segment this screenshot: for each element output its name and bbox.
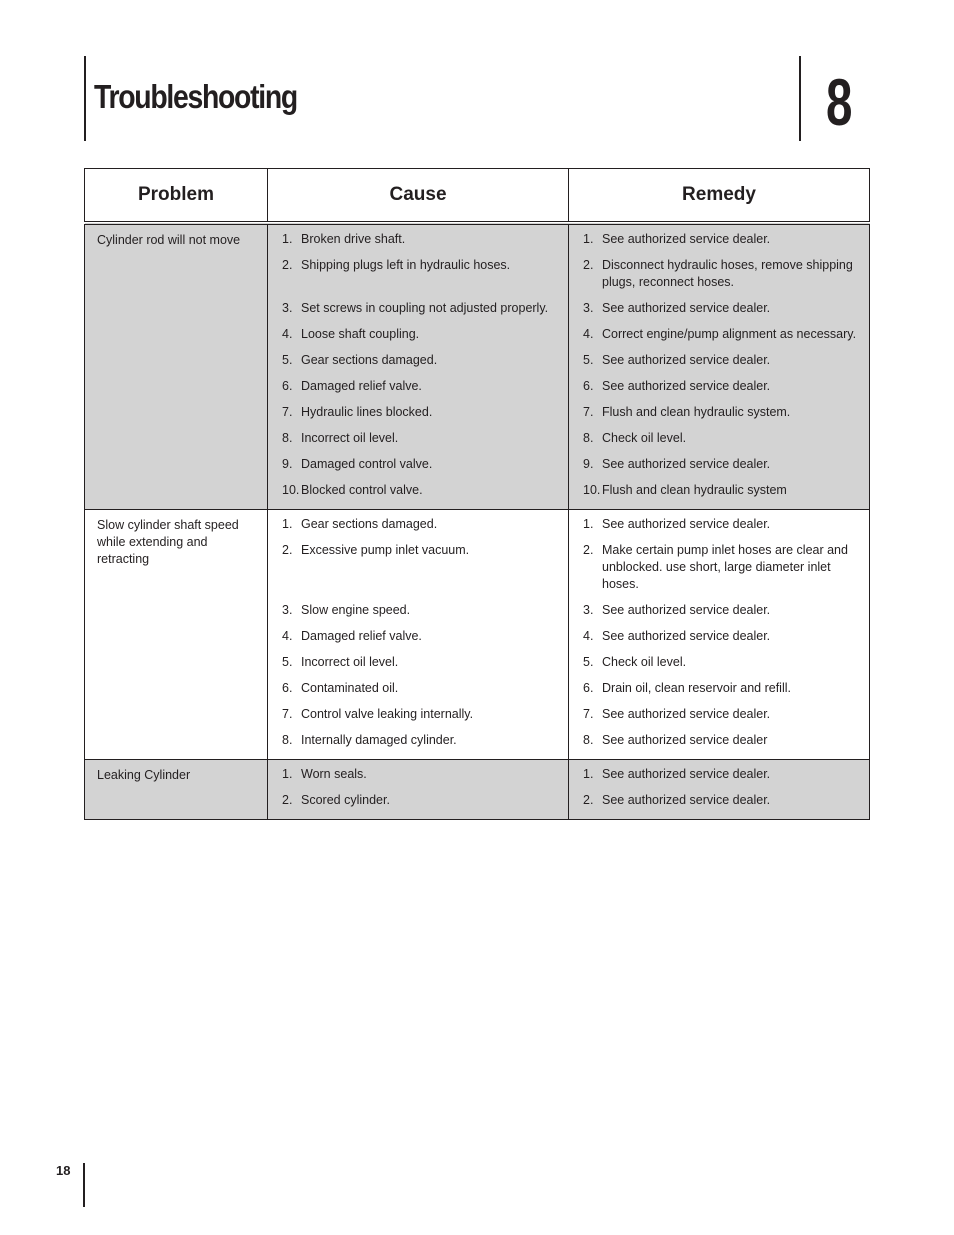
item-number: 4. (282, 327, 293, 341)
cause-text: Set screws in coupling not adjusted properly. (301, 301, 549, 315)
item-number: 1. (282, 232, 293, 246)
item-number: 3. (282, 603, 293, 617)
item-number: 2. (282, 258, 293, 272)
list-item (583, 732, 863, 755)
list-item (282, 300, 562, 326)
list-item (583, 602, 863, 628)
item-number: 2. (583, 793, 594, 807)
list-item (583, 326, 863, 352)
list-item (282, 257, 562, 300)
list-item (282, 542, 562, 602)
page-title: Troubleshooting (94, 78, 297, 115)
item-number: 7. (583, 405, 594, 419)
problem-cell: Cylinder rod will not move (85, 223, 268, 510)
item-number: 6. (282, 379, 293, 393)
cause-text: Gear sections damaged. (301, 353, 438, 367)
list-item (583, 654, 863, 680)
item-number: 10. (282, 483, 300, 497)
list-item (282, 352, 562, 378)
remedy-text: See authorized service dealer. (602, 707, 771, 721)
remedy-text: See authorized service dealer (602, 733, 768, 747)
remedy-text: See authorized service dealer. (602, 301, 771, 315)
cause-cell (268, 760, 569, 820)
cause-text: Damaged control valve. (301, 457, 433, 471)
item-number: 6. (583, 681, 594, 695)
remedy-text: See authorized service dealer. (602, 793, 771, 807)
cause-text: Blocked control valve. (301, 483, 423, 497)
list-item (583, 456, 863, 482)
item-number: 8. (282, 431, 293, 445)
cause-text: Control valve leaking internally. (301, 707, 474, 721)
remedy-text: See authorized service dealer. (602, 629, 771, 643)
cause-text: Excessive pump inlet vacuum. (301, 543, 470, 557)
item-number: 8. (583, 733, 594, 747)
remedy-text: Flush and clean hydraulic system. (602, 405, 791, 419)
list-item (282, 792, 562, 815)
list-item (282, 516, 562, 542)
item-number: 10. (583, 483, 601, 497)
list-item (282, 628, 562, 654)
list-item (583, 792, 863, 815)
cause-text: Hydraulic lines blocked. (301, 405, 433, 419)
remedy-list (569, 225, 869, 509)
cause-list (268, 225, 568, 509)
list-item (583, 378, 863, 404)
remedy-text: See authorized service dealer. (602, 767, 771, 781)
list-item (583, 628, 863, 654)
cause-list (268, 760, 568, 819)
title-rule (84, 56, 86, 141)
cause-text: Incorrect oil level. (301, 655, 399, 669)
cause-text: Gear sections damaged. (301, 517, 438, 531)
list-item (282, 430, 562, 456)
list-item (282, 456, 562, 482)
remedy-cell (569, 223, 870, 510)
page-number: 18 (56, 1163, 71, 1178)
item-number: 1. (282, 517, 293, 531)
list-item (282, 680, 562, 706)
column-header-cause: Cause (268, 169, 569, 224)
remedy-text: Correct engine/pump alignment as necessary. (602, 327, 857, 341)
column-header-remedy: Remedy (569, 169, 870, 224)
remedy-text: See authorized service dealer. (602, 379, 771, 393)
table-row (85, 223, 870, 510)
list-item (583, 706, 863, 732)
remedy-text: See authorized service dealer. (602, 232, 771, 246)
item-number: 9. (282, 457, 293, 471)
item-number: 1. (583, 232, 594, 246)
item-number: 5. (282, 353, 293, 367)
remedy-list (569, 510, 869, 759)
remedy-cell (569, 760, 870, 820)
list-item (583, 482, 863, 505)
remedy-text: Check oil level. (602, 655, 687, 669)
remedy-text: See authorized service dealer. (602, 517, 771, 531)
item-number: 1. (583, 767, 594, 781)
list-item (282, 482, 562, 505)
cause-cell (268, 510, 569, 760)
remedy-text: See authorized service dealer. (602, 603, 771, 617)
item-number: 4. (282, 629, 293, 643)
item-number: 7. (282, 405, 293, 419)
item-number: 9. (583, 457, 594, 471)
list-item (583, 404, 863, 430)
list-item (583, 257, 863, 300)
cause-text: Shipping plugs left in hydraulic hoses. (301, 258, 511, 272)
cause-text: Internally damaged cylinder. (301, 733, 457, 747)
list-item (583, 352, 863, 378)
problem-cell: Slow cylinder shaft speed while extending and retracting (85, 510, 268, 760)
cause-list (268, 510, 568, 759)
list-item (583, 231, 863, 257)
list-item (583, 430, 863, 456)
table-row (85, 510, 870, 760)
list-item (282, 602, 562, 628)
chapter-rule (799, 56, 801, 141)
item-number: 7. (583, 707, 594, 721)
cause-text: Loose shaft coupling. (301, 327, 420, 341)
table-row (85, 760, 870, 820)
column-header-problem: Problem (85, 169, 268, 224)
item-number: 1. (282, 767, 293, 781)
item-number: 6. (583, 379, 594, 393)
troubleshooting-table (84, 168, 870, 820)
remedy-text: Disconnect hydraulic hoses, remove shipping plugs, reconnect hoses. (602, 258, 853, 289)
list-item (583, 300, 863, 326)
list-item (282, 231, 562, 257)
item-number: 6. (282, 681, 293, 695)
item-number: 2. (583, 543, 594, 557)
problem-cell: Leaking Cylinder (85, 760, 268, 820)
item-number: 3. (583, 301, 594, 315)
cause-cell (268, 223, 569, 510)
list-item (583, 766, 863, 792)
item-number: 5. (583, 655, 594, 669)
cause-text: Damaged relief valve. (301, 379, 422, 393)
remedy-text: Drain oil, clean reservoir and refill. (602, 681, 791, 695)
list-item (282, 326, 562, 352)
list-item (282, 378, 562, 404)
item-number: 7. (282, 707, 293, 721)
cause-text: Incorrect oil level. (301, 431, 399, 445)
item-number: 2. (583, 258, 594, 272)
cause-text: Slow engine speed. (301, 603, 411, 617)
remedy-text: Flush and clean hydraulic system (602, 483, 787, 497)
remedy-cell (569, 510, 870, 760)
item-number: 4. (583, 327, 594, 341)
table-body (85, 223, 870, 820)
list-item (282, 766, 562, 792)
remedy-text: Make certain pump inlet hoses are clear and unblocked. use short, large diameter inlet hoses. (602, 543, 848, 591)
cause-text: Broken drive shaft. (301, 232, 406, 246)
cause-text: Contaminated oil. (301, 681, 399, 695)
item-number: 8. (282, 733, 293, 747)
table-header-row (85, 169, 870, 224)
list-item (282, 706, 562, 732)
list-item (282, 732, 562, 755)
list-item (282, 404, 562, 430)
cause-text: Scored cylinder. (301, 793, 390, 807)
item-number: 3. (282, 301, 293, 315)
cause-text: Damaged relief valve. (301, 629, 422, 643)
list-item (583, 680, 863, 706)
list-item (282, 654, 562, 680)
item-number: 2. (282, 543, 293, 557)
item-number: 5. (282, 655, 293, 669)
item-number: 1. (583, 517, 594, 531)
item-number: 5. (583, 353, 594, 367)
list-item (583, 516, 863, 542)
chapter-number: 8 (826, 65, 853, 139)
item-number: 3. (583, 603, 594, 617)
remedy-text: See authorized service dealer. (602, 457, 771, 471)
item-number: 4. (583, 629, 594, 643)
remedy-list (569, 760, 869, 819)
remedy-text: See authorized service dealer. (602, 353, 771, 367)
list-item (583, 542, 863, 602)
footer-rule (83, 1163, 85, 1207)
cause-text: Worn seals. (301, 767, 367, 781)
remedy-text: Check oil level. (602, 431, 687, 445)
item-number: 8. (583, 431, 594, 445)
item-number: 2. (282, 793, 293, 807)
